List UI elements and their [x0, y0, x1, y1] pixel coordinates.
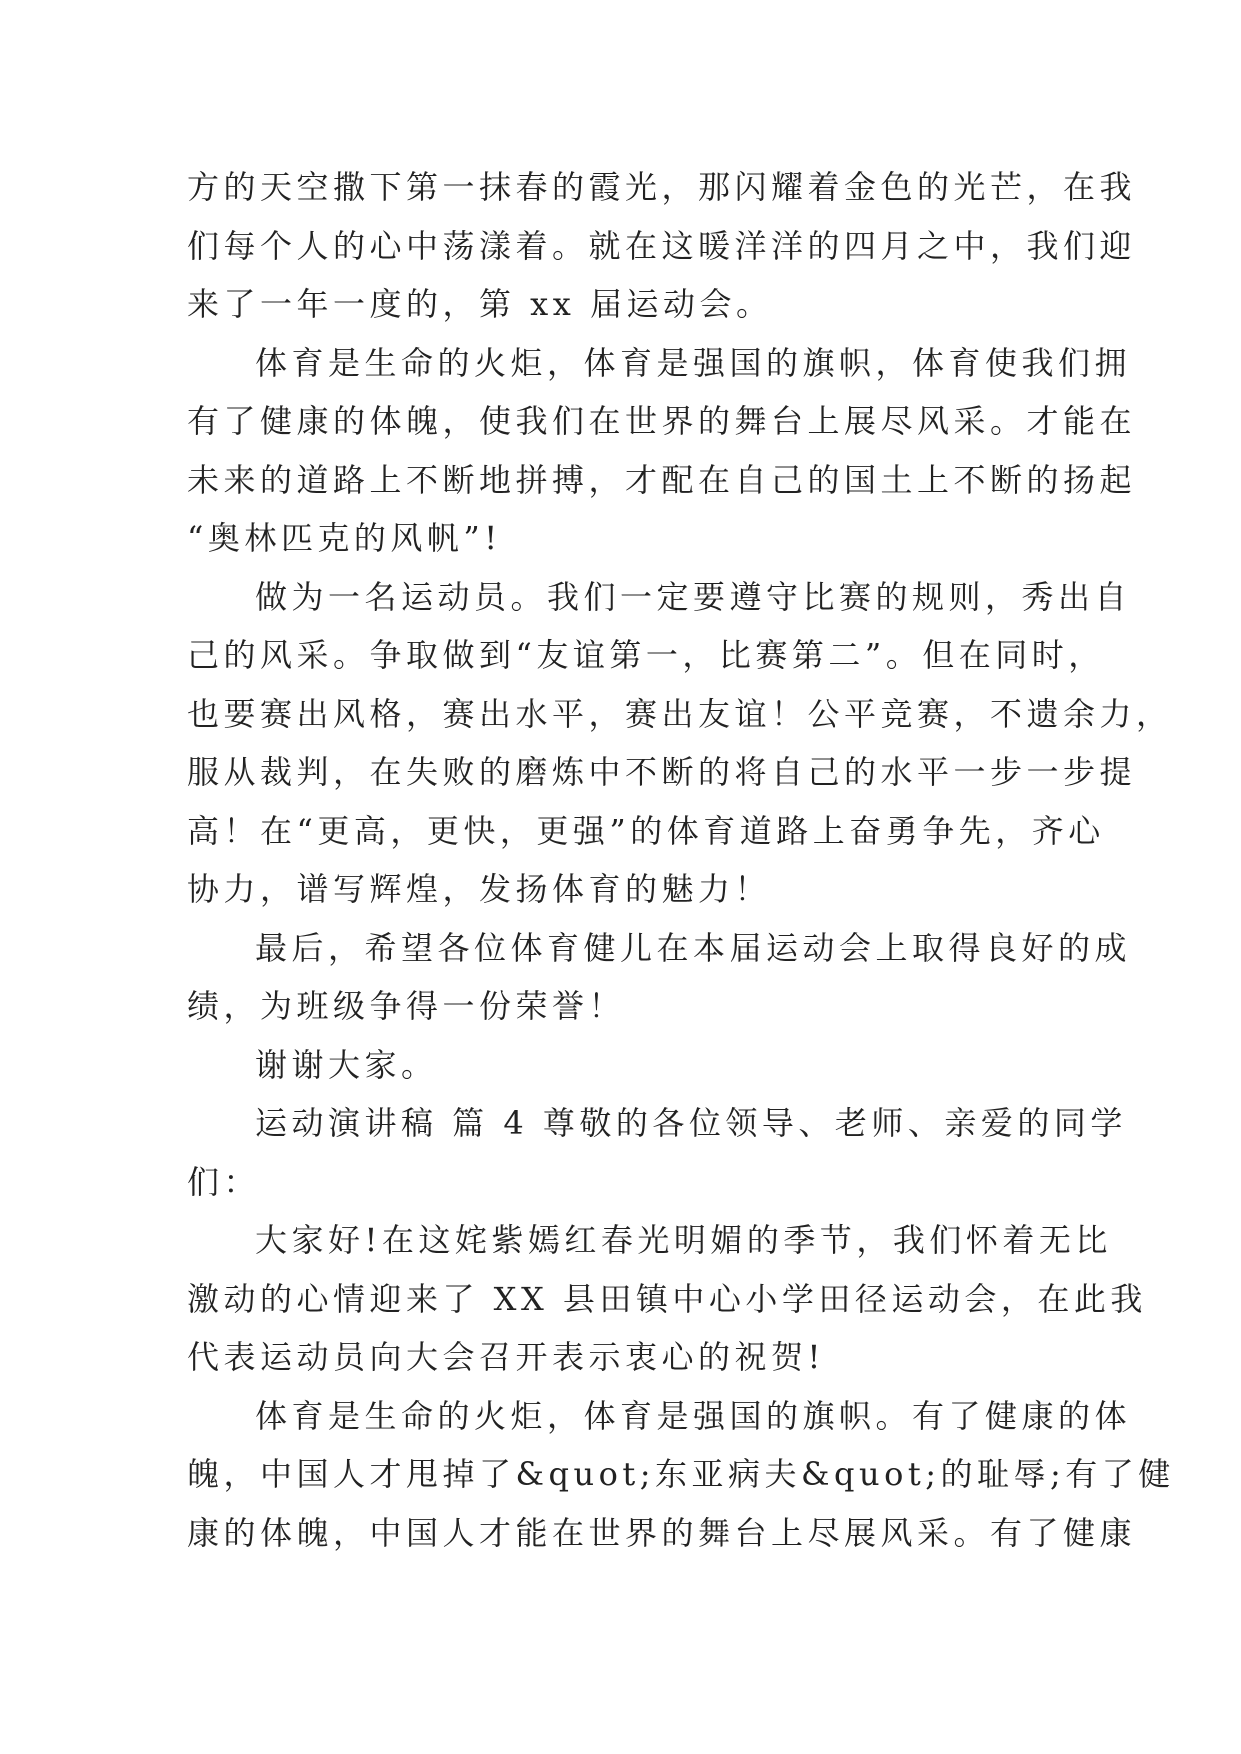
paragraph-start-line: 体育是生命的火炬，体育是强国的旗帜。有了健康的体 [255, 1396, 1132, 1435]
text-line: 也要赛出风格，赛出水平，赛出友谊！公平竞赛，不遗余力， [187, 694, 1173, 733]
paragraph-start-line: 做为一名运动员。我们一定要遵守比赛的规则，秀出自 [255, 577, 1132, 616]
text-line: 们： [187, 1162, 261, 1201]
text-line: 代表运动员向大会召开表示衷心的祝贺! [187, 1338, 825, 1376]
text-line: 们每个人的心中荡漾着。就在这暖洋洋的四月之中，我们迎 [187, 226, 1137, 265]
text-line: 高！在“更高，更快，更强”的体育道路上奋勇争先，齐心 [187, 811, 1105, 850]
text-line: 服从裁判，在失败的磨炼中不断的将自己的水平一步一步提 [187, 753, 1137, 791]
text-line: 方的天空撒下第一抹春的霞光，那闪耀着金色的光芒，在我 [187, 168, 1137, 206]
paragraph-start-line: 体育是生命的火炬，体育是强国的旗帜，体育使我们拥 [255, 343, 1132, 382]
section-heading-line: 运动演讲稿 篇 4 尊敬的各位领导、老师、亲爱的同学 [255, 1104, 1127, 1142]
body-text [187, 158, 1175, 1562]
text-line: 激动的心情迎来了 XX 县田镇中心小学田径运动会，在此我 [187, 1279, 1147, 1318]
text-line: 康的体魄，中国人才能在世界的舞台上尽展风采。有了健康 [187, 1513, 1137, 1552]
paragraph-start-line: 大家好!在这姹紫嫣红春光明媚的季节，我们怀着无比 [255, 1221, 1112, 1259]
paragraph-start-line: 谢谢大家。 [255, 1045, 438, 1084]
text-line: “奥林匹克的风帆”! [187, 519, 502, 557]
text-line: 来了一年一度的，第 xx 届运动会。 [187, 285, 773, 323]
text-line: 魄，中国人才甩掉了&quot;东亚病夫&quot;的耻辱;有了健 [187, 1455, 1175, 1493]
paragraph-start-line: 最后，希望各位体育健儿在本届运动会上取得良好的成 [255, 928, 1132, 967]
text-line: 协力，谱写辉煌，发扬体育的魅力！ [187, 870, 772, 908]
text-line: 绩，为班级争得一份荣誉！ [187, 987, 626, 1025]
text-line: 己的风采。争取做到“友谊第一，比赛第二”。但在同时， [187, 636, 1105, 674]
text-line: 未来的道路上不断地拼搏，才配在自己的国土上不断的扬起 [187, 460, 1137, 499]
text-line: 有了健康的体魄，使我们在世界的舞台上展尽风采。才能在 [187, 402, 1137, 440]
